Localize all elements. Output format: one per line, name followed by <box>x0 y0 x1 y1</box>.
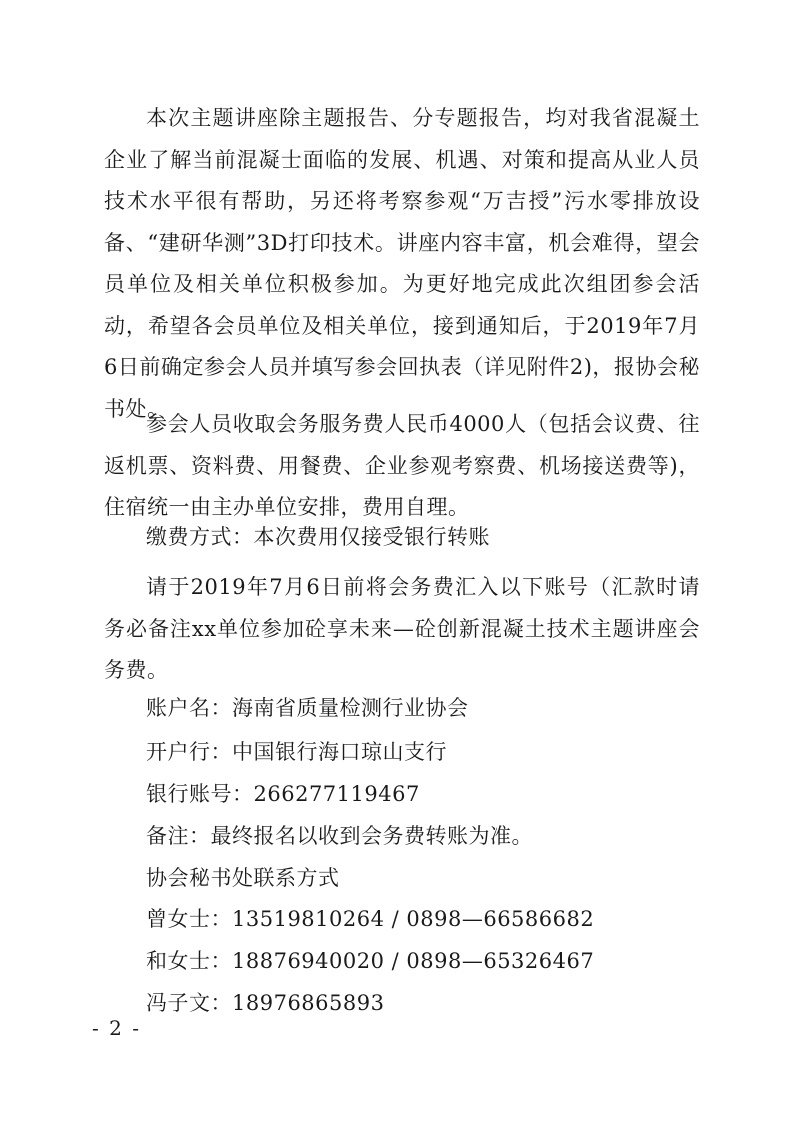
account-name-line: 账户名：海南省质量检测行业协会 <box>146 696 469 720</box>
note-line: 备注：最终报名以收到会务费转账为准。 <box>146 824 533 848</box>
intro-paragraph: 本次主题讲座除主题报告、分专题报告，均对我省混凝土企业了解当前混凝士面临的发展、机遇、对策和提高从业人员技术水平很有帮助，另还将考察参观“万吉授”污水零排放设备、“建研华测”3D打印技术。讲座内容丰富，机会难得，望会员单位及相关单位积极参加。为更好地完成此次组团参会活动，希望各会员单位及相关单位，接到通知后，于2019年7月6日前确定参会人员并填写参会回执表（详见附件2)，报协会秘书处。 <box>104 106 700 421</box>
fee-paragraph: 参会人员收取会务服务费人民币4000人（包括会议费、往返机票、资料费、用餐费、企业参观考察费、机场接送费等)，住宿统一由主办单位安排，费用自理。 <box>104 412 700 519</box>
account-number-line: 银行账号：266277119467 <box>146 782 420 806</box>
payment-method-line: 缴费方式：本次费用仅接受银行转账 <box>146 525 490 549</box>
contact-item: 和女士：18876940020 / 0898—65326467 <box>146 949 595 973</box>
bank-line: 开户行：中国银行海口琼山支行 <box>146 740 447 764</box>
remit-paragraph: 请于2019年7月6日前将会务费汇入以下账号（汇款时请务必备注xx单位参加砼享未来—砼创新混凝土技术主题讲座会务费。 <box>104 575 700 682</box>
page-number: - 2 - <box>92 1016 141 1040</box>
contact-item: 曾女士：13519810264 / 0898—66586682 <box>146 907 595 931</box>
contact-item: 冯子文：18976865893 <box>146 991 385 1015</box>
contact-heading: 协会秘书处联系方式 <box>146 866 340 890</box>
